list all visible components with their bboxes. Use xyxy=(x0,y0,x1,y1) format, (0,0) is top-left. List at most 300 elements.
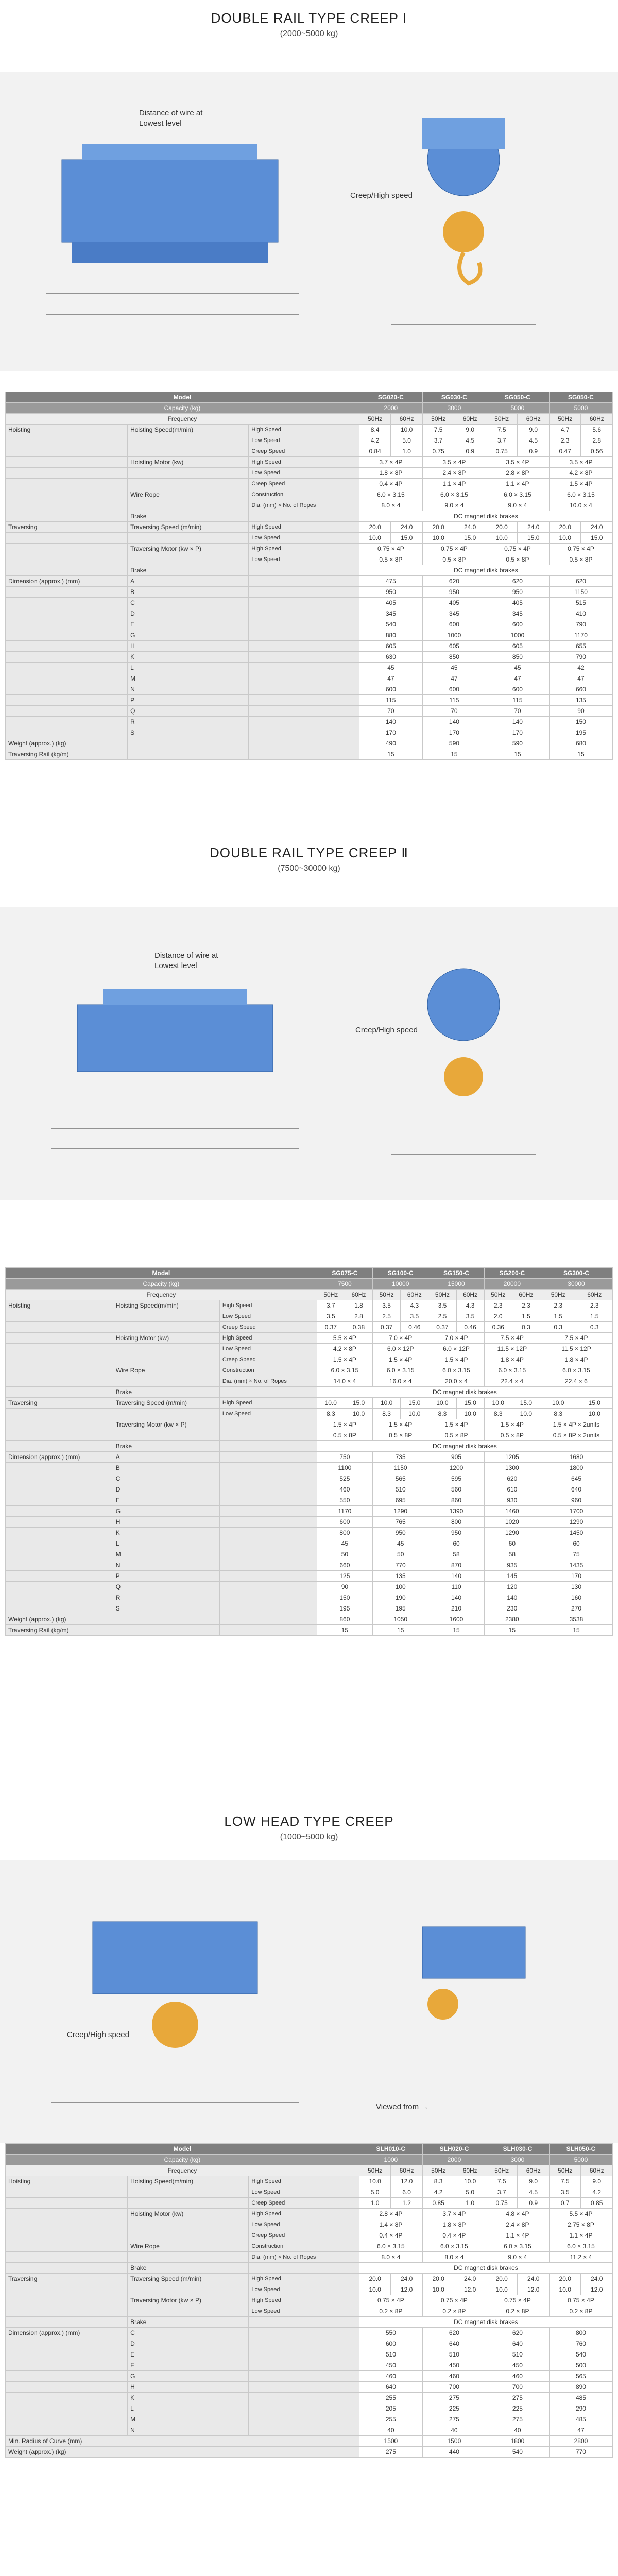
table-row xyxy=(6,2176,613,2187)
label-cell: H xyxy=(113,1517,219,1528)
value-cell: 1450 xyxy=(540,1528,612,1538)
sub-label-cell xyxy=(219,1517,317,1528)
value-cell: 1205 xyxy=(484,1452,540,1463)
value-cell: 0.38 xyxy=(345,1322,372,1333)
label-cell: Q xyxy=(113,1582,219,1592)
value-cell: 24.0 xyxy=(454,2274,486,2284)
value-cell: 8.3 xyxy=(428,1409,456,1419)
value-cell: 15.0 xyxy=(576,1398,613,1409)
value-cell: 500 xyxy=(549,2360,612,2371)
label-cell: R xyxy=(113,1592,219,1603)
value-cell: 1.5 × 4P xyxy=(373,1354,428,1365)
value-cell: 275 xyxy=(422,2393,486,2403)
table-row xyxy=(6,2382,613,2393)
group-cell xyxy=(6,1333,113,1344)
value-cell: 1.8 × 4P xyxy=(540,1354,612,1365)
value-cell: 1.5 × 4P xyxy=(428,1419,484,1430)
value-cell: 2.3 xyxy=(484,1300,512,1311)
capacity-row xyxy=(6,1279,613,1290)
value-cell: 4.8 × 4P xyxy=(486,2209,549,2219)
value-cell: 140 xyxy=(359,717,422,727)
value-cell: 20.0 xyxy=(486,522,518,533)
label-cell xyxy=(128,446,249,457)
table-row xyxy=(6,468,613,479)
group-cell xyxy=(6,2349,128,2360)
label-cell xyxy=(128,2252,249,2263)
frequency-cell: 60Hz xyxy=(576,1290,613,1300)
table-row xyxy=(6,1300,613,1311)
sub-label-cell xyxy=(249,684,359,695)
value-cell: 1390 xyxy=(428,1506,484,1517)
value-cell: 890 xyxy=(549,2382,612,2393)
value-cell: 5.0 xyxy=(391,435,423,446)
sub-label-cell xyxy=(249,738,359,749)
group-cell xyxy=(6,1463,113,1473)
label-cell xyxy=(113,1614,219,1625)
label-cell: C xyxy=(128,598,249,608)
value-cell: 115 xyxy=(422,695,486,706)
sub-label-cell xyxy=(249,619,359,630)
value-cell: 70 xyxy=(422,706,486,717)
value-cell: 1500 xyxy=(359,2436,422,2447)
value-cell: 20.0 xyxy=(549,2274,581,2284)
value-cell: 50 xyxy=(373,1549,428,1560)
table-row xyxy=(6,1365,613,1376)
group-cell xyxy=(6,630,128,641)
value-cell: 590 xyxy=(486,738,549,749)
table-row xyxy=(6,1592,613,1603)
value-cell: 24.0 xyxy=(581,2274,613,2284)
sub-label-cell xyxy=(249,2349,359,2360)
value-cell: 0.3 xyxy=(512,1322,540,1333)
sub-label-cell xyxy=(219,1560,317,1571)
sub-label-cell: Creep Speed xyxy=(249,479,359,489)
group-cell xyxy=(6,1365,113,1376)
label-cell xyxy=(113,1322,219,1333)
sub-label-cell: Construction xyxy=(219,1365,317,1376)
value-cell: 1150 xyxy=(549,587,612,598)
value-cell: 47 xyxy=(549,2425,612,2436)
model-cell: SLH050-C xyxy=(549,2144,612,2155)
frequency-cell: 50Hz xyxy=(373,1290,401,1300)
table-row xyxy=(6,1484,613,1495)
value-cell: 1700 xyxy=(540,1506,612,1517)
label-cell: A xyxy=(128,576,249,587)
value-cell: 22.4 × 6 xyxy=(540,1376,612,1387)
label-cell: S xyxy=(128,727,249,738)
sub-label-cell: Creep Speed xyxy=(219,1322,317,1333)
sub-label-cell xyxy=(219,1571,317,1582)
sub-label-cell: High Speed xyxy=(219,1398,317,1409)
group-cell xyxy=(6,2317,128,2328)
value-cell: 6.0 × 3.15 xyxy=(422,2241,486,2252)
value-cell: 770 xyxy=(549,2447,612,2458)
value-cell: 0.85 xyxy=(581,2198,613,2209)
frequency-cell: 50Hz xyxy=(549,2165,581,2176)
value-cell: 1.1 × 4P xyxy=(549,2230,612,2241)
value-cell: 4.7 xyxy=(549,425,581,435)
table-row xyxy=(6,533,613,544)
sub-label-cell: Dia. (mm) × No. of Ropes xyxy=(219,1376,317,1387)
value-cell: 10.0 xyxy=(373,1398,401,1409)
label-cell xyxy=(128,468,249,479)
section-subtitle: (2000~5000 kg) xyxy=(280,29,338,38)
frequency-cell: 60Hz xyxy=(456,1290,484,1300)
figure-note: Creep/High speed xyxy=(355,1026,418,1035)
value-cell: 645 xyxy=(540,1473,612,1484)
sub-label-cell: Creep Speed xyxy=(219,1354,317,1365)
value-cell: 4.2 xyxy=(359,435,391,446)
value-cell: 40 xyxy=(359,2425,422,2436)
value-cell: 605 xyxy=(486,641,549,652)
table-row xyxy=(6,2349,613,2360)
value-cell: 15 xyxy=(428,1625,484,1636)
value-cell: 1.1 × 4P xyxy=(486,479,549,489)
label-cell: B xyxy=(128,587,249,598)
label-cell: B xyxy=(113,1463,219,1473)
value-cell: 440 xyxy=(422,2447,486,2458)
table-row xyxy=(6,544,613,554)
value-cell: 20.0 xyxy=(486,2274,518,2284)
value-cell: 170 xyxy=(540,1571,612,1582)
header-cell: Frequency xyxy=(6,2165,359,2176)
sub-label-cell xyxy=(219,1614,317,1625)
group-cell xyxy=(6,608,128,619)
capacity-row xyxy=(6,2155,613,2165)
sub-label-cell xyxy=(249,630,359,641)
capacity-cell: 7500 xyxy=(317,1279,372,1290)
label-cell: M xyxy=(128,2414,249,2425)
sub-label-cell: Low Speed xyxy=(219,1311,317,1322)
value-cell: 7.5 xyxy=(486,2176,518,2187)
value-cell: 22.4 × 4 xyxy=(484,1376,540,1387)
value-cell: 550 xyxy=(317,1495,372,1506)
value-cell: 600 xyxy=(486,619,549,630)
sub-label-cell xyxy=(219,1463,317,1473)
sub-label-cell: Low Speed xyxy=(219,1409,317,1419)
value-cell: 460 xyxy=(317,1484,372,1495)
value-cell: DC magnet disk brakes xyxy=(359,511,612,522)
model-cell: SLH020-C xyxy=(422,2144,486,2155)
value-cell: 0.47 xyxy=(549,446,581,457)
group-cell xyxy=(6,2403,128,2414)
figure-band xyxy=(0,907,618,1200)
sub-label-cell xyxy=(219,1495,317,1506)
value-cell: 60 xyxy=(484,1538,540,1549)
value-cell: 9.0 xyxy=(454,425,486,435)
sub-label-cell: Creep Speed xyxy=(249,446,359,457)
value-cell: 275 xyxy=(486,2414,549,2425)
value-cell: 6.0 × 3.15 xyxy=(428,1365,484,1376)
group-cell xyxy=(6,1549,113,1560)
value-cell: 7.5 × 4P xyxy=(540,1333,612,1344)
table-row xyxy=(6,1311,613,1322)
value-cell: 170 xyxy=(422,727,486,738)
value-cell: 10.0 xyxy=(428,1398,456,1409)
group-cell xyxy=(6,1484,113,1495)
value-cell: 6.0 × 3.15 xyxy=(359,489,422,500)
label-cell: Hoisting Motor (kw) xyxy=(128,457,249,468)
model-cell: SG075-C xyxy=(317,1268,372,1279)
value-cell: 640 xyxy=(486,2338,549,2349)
sub-label-cell xyxy=(249,2360,359,2371)
frequency-row xyxy=(6,2165,613,2176)
value-cell: 10.0 xyxy=(422,533,454,544)
frequency-cell: 60Hz xyxy=(391,414,423,425)
label-cell: P xyxy=(128,695,249,706)
label-cell: Traversing Motor (kw × P) xyxy=(128,2295,249,2306)
value-cell: 950 xyxy=(486,587,549,598)
group-cell xyxy=(6,598,128,608)
value-cell: 40 xyxy=(486,2425,549,2436)
value-cell: 225 xyxy=(486,2403,549,2414)
group-cell xyxy=(6,2371,128,2382)
table-row xyxy=(6,2284,613,2295)
value-cell: 1000 xyxy=(486,630,549,641)
group-cell xyxy=(6,706,128,717)
group-cell xyxy=(6,663,128,673)
frequency-cell: 50Hz xyxy=(359,2165,391,2176)
value-cell: 135 xyxy=(373,1571,428,1582)
value-cell: 0.4 × 4P xyxy=(422,2230,486,2241)
group-cell xyxy=(6,2263,128,2274)
group-cell xyxy=(6,641,128,652)
label-cell: Hoisting Speed(m/min) xyxy=(113,1300,219,1311)
value-cell: 0.37 xyxy=(428,1322,456,1333)
value-cell: 10.0 xyxy=(549,2284,581,2295)
sub-label-cell: High Speed xyxy=(249,2176,359,2187)
table-row xyxy=(6,2436,613,2447)
model-cell: SLH010-C xyxy=(359,2144,422,2155)
section-creep-2 xyxy=(0,845,618,873)
value-cell: 11.5 × 12P xyxy=(540,1344,612,1354)
value-cell: 640 xyxy=(540,1484,612,1495)
frequency-cell: 50Hz xyxy=(486,414,518,425)
value-cell: 140 xyxy=(486,717,549,727)
label-cell: Traversing Speed (m/min) xyxy=(113,1398,219,1409)
value-cell: 6.0 × 3.15 xyxy=(359,2241,422,2252)
header-cell: Frequency xyxy=(6,1290,317,1300)
value-cell: 405 xyxy=(359,598,422,608)
value-cell: 700 xyxy=(486,2382,549,2393)
value-cell: 600 xyxy=(486,684,549,695)
label-cell: M xyxy=(128,673,249,684)
group-cell xyxy=(6,1506,113,1517)
sub-label-cell xyxy=(249,2317,359,2328)
value-cell: 640 xyxy=(359,2382,422,2393)
table-row xyxy=(6,522,613,533)
label-cell: D xyxy=(113,1484,219,1495)
value-cell: 230 xyxy=(484,1603,540,1614)
value-cell: 195 xyxy=(373,1603,428,1614)
value-cell: 7.5 xyxy=(486,425,518,435)
value-cell: 485 xyxy=(549,2414,612,2425)
table-row xyxy=(6,2187,613,2198)
value-cell: 1.0 xyxy=(454,2198,486,2209)
table-row xyxy=(6,641,613,652)
group-cell xyxy=(6,500,128,511)
value-cell: 1170 xyxy=(317,1506,372,1517)
value-cell: 700 xyxy=(422,2382,486,2393)
sub-label-cell xyxy=(249,2414,359,2425)
table-row xyxy=(6,479,613,489)
group-cell: Weight (approx.) (kg) xyxy=(6,1614,113,1625)
sub-label-cell xyxy=(249,576,359,587)
value-cell: 15 xyxy=(486,749,549,760)
value-cell: 2.3 xyxy=(540,1300,576,1311)
label-cell: D xyxy=(128,608,249,619)
table-row xyxy=(6,576,613,587)
value-cell: 525 xyxy=(317,1473,372,1484)
capacity-cell: 5000 xyxy=(549,403,612,414)
label-cell xyxy=(128,533,249,544)
value-cell: 1600 xyxy=(428,1614,484,1625)
table-row xyxy=(6,2252,613,2263)
value-cell: 15.0 xyxy=(454,533,486,544)
value-cell: 170 xyxy=(486,727,549,738)
label-cell xyxy=(113,1376,219,1387)
capacity-cell: 15000 xyxy=(428,1279,484,1290)
group-cell xyxy=(6,1528,113,1538)
value-cell: 15.0 xyxy=(401,1398,428,1409)
value-cell: 680 xyxy=(549,738,612,749)
sub-label-cell: Low Speed xyxy=(219,1344,317,1354)
value-cell: 345 xyxy=(422,608,486,619)
sub-label-cell xyxy=(219,1473,317,1484)
value-cell: 0.7 xyxy=(549,2198,581,2209)
value-cell: 1680 xyxy=(540,1452,612,1463)
value-cell: 11.5 × 12P xyxy=(484,1344,540,1354)
value-cell: 10.0 × 4 xyxy=(549,500,612,511)
value-cell: 20.0 xyxy=(359,522,391,533)
group-cell xyxy=(6,554,128,565)
label-cell xyxy=(128,2230,249,2241)
sub-label-cell xyxy=(249,511,359,522)
value-cell: 1.5 × 4P xyxy=(549,479,612,489)
sub-label-cell: Low Speed xyxy=(249,533,359,544)
figure-note: Viewed from → xyxy=(376,2103,429,2111)
figure-note: Creep/High speed xyxy=(67,2030,129,2039)
header-cell: Capacity (kg) xyxy=(6,2155,359,2165)
group-cell: Traversing xyxy=(6,522,128,533)
value-cell: 15 xyxy=(484,1625,540,1636)
table-row xyxy=(6,1549,613,1560)
group-cell xyxy=(6,1495,113,1506)
value-cell: 0.75 xyxy=(422,446,454,457)
sub-label-cell xyxy=(249,663,359,673)
value-cell: 4.2 xyxy=(581,2187,613,2198)
value-cell: 1170 xyxy=(549,630,612,641)
value-cell: 11.2 × 4 xyxy=(549,2252,612,2263)
group-cell xyxy=(6,2306,128,2317)
sub-label-cell xyxy=(219,1592,317,1603)
section-creep-1 xyxy=(0,10,618,39)
table-row xyxy=(6,500,613,511)
value-cell: 8.3 xyxy=(422,2176,454,2187)
group-cell xyxy=(6,1441,113,1452)
value-cell: 7.0 × 4P xyxy=(373,1333,428,1344)
frequency-cell: 50Hz xyxy=(359,414,391,425)
label-cell: Hoisting Speed(m/min) xyxy=(128,425,249,435)
value-cell: 15 xyxy=(540,1625,612,1636)
table-row xyxy=(6,2263,613,2274)
value-cell: 12.0 xyxy=(391,2176,423,2187)
group-cell xyxy=(6,1409,113,1419)
value-cell: 75 xyxy=(540,1549,612,1560)
sub-label-cell xyxy=(249,2371,359,2382)
value-cell: 24.0 xyxy=(391,522,423,533)
label-cell xyxy=(128,435,249,446)
value-cell: 15.0 xyxy=(391,533,423,544)
sub-label-cell xyxy=(249,749,359,760)
value-cell: 930 xyxy=(484,1495,540,1506)
table-row xyxy=(6,652,613,663)
group-cell: Traversing Rail (kg/m) xyxy=(6,749,128,760)
label-cell: Traversing Speed (m/min) xyxy=(128,522,249,533)
value-cell: 0.75 xyxy=(486,2198,518,2209)
value-cell: 770 xyxy=(373,1560,428,1571)
sub-label-cell xyxy=(219,1441,317,1452)
value-cell: 2.8 xyxy=(345,1311,372,1322)
value-cell: 0.3 xyxy=(540,1322,576,1333)
value-cell: 10.0 xyxy=(454,2176,486,2187)
value-cell: 620 xyxy=(422,576,486,587)
value-cell: 290 xyxy=(549,2403,612,2414)
table-row xyxy=(6,1538,613,1549)
value-cell: 510 xyxy=(373,1484,428,1495)
value-cell: 135 xyxy=(549,695,612,706)
value-cell: 0.2 × 8P xyxy=(359,2306,422,2317)
table-row xyxy=(6,1571,613,1582)
value-cell: 8.3 xyxy=(373,1409,401,1419)
frequency-cell: 60Hz xyxy=(518,2165,550,2176)
value-cell: 0.37 xyxy=(373,1322,401,1333)
value-cell: 270 xyxy=(540,1603,612,1614)
group-cell: Weight (approx.) (kg) xyxy=(6,2447,359,2458)
value-cell: 790 xyxy=(549,619,612,630)
value-cell: 0.75 × 4P xyxy=(359,2295,422,2306)
value-cell: 560 xyxy=(428,1484,484,1495)
value-cell: 1.1 × 4P xyxy=(486,2230,549,2241)
group-cell: Traversing Rail (kg/m) xyxy=(6,1625,113,1636)
value-cell: 510 xyxy=(422,2349,486,2360)
figure-band xyxy=(0,1860,618,2143)
group-cell xyxy=(6,2252,128,2263)
value-cell: 1290 xyxy=(540,1517,612,1528)
group-cell xyxy=(6,2219,128,2230)
value-cell: 45 xyxy=(359,663,422,673)
frequency-cell: 60Hz xyxy=(454,414,486,425)
group-cell xyxy=(6,1344,113,1354)
value-cell: 605 xyxy=(422,641,486,652)
value-cell: 15.0 xyxy=(512,1398,540,1409)
value-cell: 12.0 xyxy=(391,2284,423,2295)
group-cell xyxy=(6,1311,113,1322)
table-row xyxy=(6,598,613,608)
value-cell: 460 xyxy=(359,2371,422,2382)
group-cell xyxy=(6,1376,113,1387)
value-cell: 1.1 × 4P xyxy=(422,479,486,489)
table-row xyxy=(6,2414,613,2425)
value-cell: 460 xyxy=(422,2371,486,2382)
sub-label-cell xyxy=(249,727,359,738)
sub-label-cell xyxy=(249,2425,359,2436)
value-cell: 10.0 xyxy=(401,1409,428,1419)
group-cell xyxy=(6,1322,113,1333)
value-cell: 100 xyxy=(373,1582,428,1592)
value-cell: 2.4 × 8P xyxy=(422,468,486,479)
value-cell: 1.8 × 8P xyxy=(422,2219,486,2230)
